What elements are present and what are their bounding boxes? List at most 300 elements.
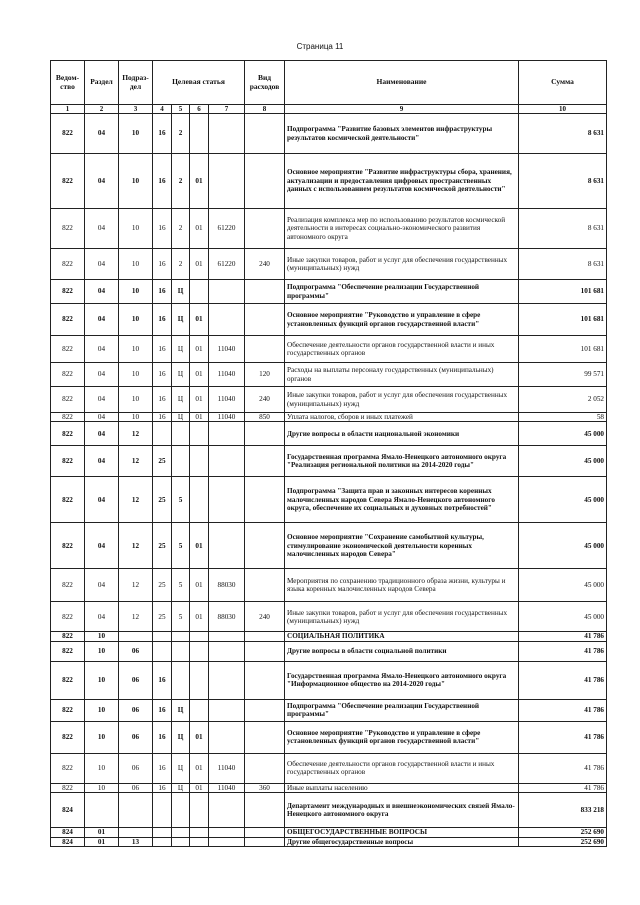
cell-name: Подпрограмма "Обеспечение реализации Государственной программы" [285,699,519,721]
cell-dept: 822 [51,363,85,387]
cell-dept: 822 [51,699,85,721]
cell-subsection: 12 [119,477,153,523]
cell-subsection: 13 [119,837,153,846]
cell-sum: 41 786 [519,632,607,641]
cell-measure [190,828,209,837]
cell-subsection [119,793,153,828]
cell-exp-type [245,632,285,641]
cell-measure: 01 [190,209,209,249]
cell-subprogram: 5 [172,569,190,602]
cell-dept: 822 [51,336,85,363]
cell-program: 16 [153,363,172,387]
cell-sum: 45 000 [519,602,607,632]
cell-measure: 01 [190,721,209,753]
cell-name: Уплата налогов, сборов и иных платежей [285,413,519,422]
cell-program [153,837,172,846]
cell-name: Подпрограмма "Защита прав и законных интересов коренных малочисленных народов Севера Ямало-Ненецкого автономного округа, обеспечение их социальных и духовных потребностей" [285,477,519,523]
cell-program: 16 [153,280,172,304]
cell-sum: 101 681 [519,304,607,336]
cell-section: 10 [85,753,119,783]
col-number: 6 [190,105,209,114]
cell-sum: 2 052 [519,387,607,413]
cell-direction [209,154,245,209]
cell-sum: 833 218 [519,793,607,828]
cell-exp-type [245,721,285,753]
table-row [51,413,607,422]
cell-name: Иные закупки товаров, работ и услуг для обеспечения государственных (муниципальных) нужд [285,249,519,280]
cell-dept: 822 [51,753,85,783]
cell-subsection: 10 [119,209,153,249]
cell-section [85,793,119,828]
header-dept: Ведом-ство [51,61,85,105]
cell-exp-type: 850 [245,413,285,422]
cell-exp-type [245,336,285,363]
cell-direction [209,523,245,569]
table-row [51,387,607,413]
cell-direction [209,661,245,699]
cell-dept: 822 [51,114,85,154]
cell-subprogram: Ц [172,304,190,336]
cell-dept: 822 [51,154,85,209]
cell-subprogram: Ц [172,280,190,304]
cell-dept: 822 [51,602,85,632]
cell-subprogram [172,641,190,661]
cell-section: 04 [85,387,119,413]
cell-subprogram: Ц [172,721,190,753]
table-row [51,569,607,602]
cell-name: Другие общегосударственные вопросы [285,837,519,846]
cell-subprogram [172,793,190,828]
cell-measure: 01 [190,336,209,363]
cell-subprogram: Ц [172,783,190,792]
cell-sum: 252 690 [519,837,607,846]
cell-name: Подпрограмма "Обеспечение реализации Государственной программы" [285,280,519,304]
cell-exp-type [245,477,285,523]
cell-sum: 45 000 [519,422,607,446]
cell-measure: 01 [190,569,209,602]
cell-subsection: 10 [119,387,153,413]
cell-subsection [119,632,153,641]
cell-measure: 01 [190,602,209,632]
cell-direction [209,304,245,336]
col-number: 1 [51,105,85,114]
cell-direction [209,641,245,661]
cell-subsection: 12 [119,422,153,446]
cell-subprogram: Ц [172,753,190,783]
cell-exp-type: 240 [245,249,285,280]
cell-section: 04 [85,569,119,602]
cell-exp-type [245,523,285,569]
cell-exp-type [245,304,285,336]
cell-measure [190,837,209,846]
cell-dept: 822 [51,661,85,699]
cell-subprogram: Ц [172,363,190,387]
cell-name: Иные закупки товаров, работ и услуг для обеспечения государственных (муниципальных) нужд [285,602,519,632]
cell-program: 16 [153,699,172,721]
table-row [51,114,607,154]
cell-subsection: 06 [119,753,153,783]
cell-subprogram [172,837,190,846]
cell-section: 04 [85,280,119,304]
cell-name: СОЦИАЛЬНАЯ ПОЛИТИКА [285,632,519,641]
cell-subsection: 06 [119,699,153,721]
cell-subprogram: Ц [172,413,190,422]
header-sum: Сумма [519,61,607,105]
cell-section: 04 [85,602,119,632]
table-row [51,154,607,209]
cell-name: Обеспечение деятельности органов государственной власти и иных государственных органов [285,336,519,363]
cell-measure: 01 [190,154,209,209]
cell-sum: 45 000 [519,477,607,523]
cell-subsection: 10 [119,304,153,336]
cell-subsection: 06 [119,783,153,792]
cell-sum: 45 000 [519,569,607,602]
cell-subprogram: Ц [172,387,190,413]
cell-program [153,793,172,828]
cell-section: 10 [85,641,119,661]
cell-sum: 41 786 [519,753,607,783]
cell-subsection: 06 [119,641,153,661]
col-number: 5 [172,105,190,114]
cell-exp-type [245,641,285,661]
cell-section: 04 [85,336,119,363]
cell-name: Другие вопросы в области социальной политики [285,641,519,661]
cell-subsection: 10 [119,249,153,280]
cell-measure: 01 [190,249,209,280]
cell-subsection: 12 [119,446,153,477]
table-row [51,446,607,477]
cell-name: Подпрограмма "Развитие базовых элементов инфраструктуры результатов космической деятельности" [285,114,519,154]
cell-direction [209,477,245,523]
cell-name: Департамент международных и внешнеэкономических связей Ямало-Ненецкого автономного округа [285,793,519,828]
cell-subsection: 06 [119,721,153,753]
column-number-row [51,105,607,114]
cell-section: 04 [85,422,119,446]
cell-measure [190,641,209,661]
cell-sum: 41 786 [519,641,607,661]
cell-dept: 822 [51,632,85,641]
cell-name: Реализация комплекса мер по использованию результатов космической деятельности в интересах социально-экономического развития автономного округа [285,209,519,249]
cell-subsection: 12 [119,602,153,632]
cell-exp-type: 120 [245,363,285,387]
table-row [51,523,607,569]
cell-sum: 8 631 [519,154,607,209]
cell-program: 16 [153,304,172,336]
cell-exp-type [245,446,285,477]
cell-exp-type [245,753,285,783]
cell-section: 04 [85,249,119,280]
cell-sum: 41 786 [519,661,607,699]
cell-name: Основное мероприятие "Руководство и управление в сфере установленных функций органов государственной власти" [285,304,519,336]
cell-dept: 822 [51,446,85,477]
cell-section: 04 [85,209,119,249]
cell-dept: 822 [51,304,85,336]
cell-subsection: 10 [119,114,153,154]
cell-direction: 11040 [209,363,245,387]
cell-dept: 824 [51,793,85,828]
cell-direction: 88030 [209,602,245,632]
cell-exp-type: 360 [245,783,285,792]
table-row [51,280,607,304]
cell-dept: 822 [51,422,85,446]
cell-program [153,422,172,446]
cell-sum: 41 786 [519,721,607,753]
cell-direction [209,828,245,837]
table-row [51,753,607,783]
cell-dept: 824 [51,828,85,837]
cell-measure: 01 [190,387,209,413]
cell-measure: 01 [190,783,209,792]
cell-exp-type [245,569,285,602]
cell-subprogram [172,661,190,699]
cell-subsection: 12 [119,523,153,569]
cell-direction: 11040 [209,336,245,363]
cell-name: Государственная программа Ямало-Ненецкого автономного округа "Реализация региональной политики на 2014-2020 годы" [285,446,519,477]
cell-name: Иные выплаты населению [285,783,519,792]
table-row [51,336,607,363]
cell-dept: 822 [51,641,85,661]
table-row [51,837,607,846]
col-number: 9 [285,105,519,114]
cell-program: 25 [153,523,172,569]
cell-section: 04 [85,304,119,336]
cell-program: 25 [153,569,172,602]
cell-program: 16 [153,249,172,280]
cell-section: 01 [85,837,119,846]
header-name: Наименование [285,61,519,105]
cell-dept: 822 [51,477,85,523]
table-row [51,828,607,837]
cell-subprogram: 2 [172,114,190,154]
cell-measure [190,422,209,446]
cell-subprogram [172,828,190,837]
cell-subprogram: 2 [172,249,190,280]
cell-subprogram: Ц [172,336,190,363]
cell-exp-type [245,793,285,828]
cell-subprogram: 5 [172,477,190,523]
cell-dept: 822 [51,721,85,753]
cell-measure [190,477,209,523]
cell-dept: 824 [51,837,85,846]
cell-name: Основное мероприятие "Сохранение самобытной культуры, стимулирование экономической деятельности коренных малочисленных народов Севера" [285,523,519,569]
col-number: 3 [119,105,153,114]
cell-name: Другие вопросы в области национальной экономики [285,422,519,446]
cell-subsection: 10 [119,154,153,209]
cell-direction: 88030 [209,569,245,602]
cell-section: 04 [85,413,119,422]
cell-dept: 822 [51,249,85,280]
cell-program: 25 [153,602,172,632]
cell-name: Мероприятия по сохранению традиционного образа жизни, культуры и языка коренных малочисленных народов Севера [285,569,519,602]
cell-direction: 11040 [209,753,245,783]
cell-direction [209,280,245,304]
cell-sum: 8 631 [519,114,607,154]
cell-exp-type [245,280,285,304]
cell-subprogram [172,632,190,641]
table-row [51,793,607,828]
cell-section: 04 [85,446,119,477]
col-number: 4 [153,105,172,114]
table-row [51,632,607,641]
cell-exp-type: 240 [245,387,285,413]
table-row [51,363,607,387]
table-row [51,422,607,446]
table-row [51,783,607,792]
cell-dept: 822 [51,413,85,422]
header-row [51,61,607,105]
cell-program: 16 [153,209,172,249]
cell-exp-type [245,209,285,249]
cell-section: 10 [85,661,119,699]
cell-subsection: 06 [119,661,153,699]
cell-subprogram: 2 [172,154,190,209]
cell-program: 16 [153,753,172,783]
cell-direction: 11040 [209,413,245,422]
col-number: 7 [209,105,245,114]
cell-program [153,828,172,837]
cell-sum: 41 786 [519,783,607,792]
cell-program: 16 [153,413,172,422]
cell-direction: 11040 [209,783,245,792]
cell-exp-type: 240 [245,602,285,632]
cell-name: Основное мероприятие "Развитие инфраструктуры сбора, хранения, актуализации и предоставления цифровых пространственных данных с использованием результатов космической деятельности" [285,154,519,209]
cell-direction [209,632,245,641]
cell-dept: 822 [51,523,85,569]
cell-dept: 822 [51,280,85,304]
cell-program: 16 [153,783,172,792]
cell-exp-type [245,837,285,846]
table-row [51,209,607,249]
cell-subsection: 10 [119,280,153,304]
table-row [51,249,607,280]
cell-subprogram: 5 [172,523,190,569]
cell-direction [209,721,245,753]
cell-sum: 45 000 [519,446,607,477]
cell-program [153,632,172,641]
cell-subsection: 10 [119,363,153,387]
cell-program: 25 [153,446,172,477]
cell-exp-type [245,154,285,209]
budget-table [50,60,607,847]
cell-section: 04 [85,477,119,523]
cell-section: 04 [85,154,119,209]
cell-dept: 822 [51,783,85,792]
cell-direction: 61220 [209,209,245,249]
cell-dept: 822 [51,209,85,249]
cell-measure [190,793,209,828]
table-row [51,661,607,699]
table-row [51,304,607,336]
cell-name: Основное мероприятие "Руководство и управление в сфере установленных функций органов государственной власти" [285,721,519,753]
header-section: Раздел [85,61,119,105]
cell-program: 16 [153,154,172,209]
cell-section: 04 [85,523,119,569]
cell-direction [209,114,245,154]
table-row [51,602,607,632]
cell-exp-type [245,661,285,699]
cell-direction [209,837,245,846]
cell-program: 16 [153,387,172,413]
cell-dept: 822 [51,569,85,602]
cell-section: 04 [85,363,119,387]
cell-direction: 61220 [209,249,245,280]
cell-subprogram: 5 [172,602,190,632]
cell-measure [190,446,209,477]
cell-measure: 01 [190,413,209,422]
cell-measure: 01 [190,753,209,783]
cell-sum: 101 681 [519,280,607,304]
cell-sum: 45 000 [519,523,607,569]
header-subsection: Подраз-дел [119,61,153,105]
cell-name: Иные закупки товаров, работ и услуг для обеспечения государственных (муниципальных) нужд [285,387,519,413]
col-number: 10 [519,105,607,114]
cell-exp-type [245,114,285,154]
cell-sum: 99 571 [519,363,607,387]
cell-exp-type [245,422,285,446]
cell-program: 16 [153,721,172,753]
cell-program [153,641,172,661]
cell-measure [190,632,209,641]
page-label: Страница 11 [296,42,344,51]
cell-direction: 11040 [209,387,245,413]
cell-exp-type [245,828,285,837]
cell-section: 10 [85,783,119,792]
header-target: Целевая статья [153,61,245,105]
cell-program: 25 [153,477,172,523]
col-number: 8 [245,105,285,114]
table-row [51,641,607,661]
cell-program: 16 [153,336,172,363]
cell-name: Расходы на выплаты персоналу государственных (муниципальных) органов [285,363,519,387]
table-row [51,721,607,753]
cell-measure [190,661,209,699]
cell-subprogram [172,446,190,477]
cell-subprogram: Ц [172,699,190,721]
cell-program: 16 [153,661,172,699]
cell-section: 04 [85,114,119,154]
cell-subprogram: 2 [172,209,190,249]
cell-name: ОБЩЕГОСУДАРСТВЕННЫЕ ВОПРОСЫ [285,828,519,837]
cell-exp-type [245,699,285,721]
cell-sum: 41 786 [519,699,607,721]
cell-sum: 252 690 [519,828,607,837]
cell-direction [209,793,245,828]
cell-sum: 8 631 [519,209,607,249]
cell-program: 16 [153,114,172,154]
cell-subsection [119,828,153,837]
cell-subsection: 10 [119,336,153,363]
cell-measure: 01 [190,363,209,387]
cell-direction [209,446,245,477]
cell-name: Государственная программа Ямало-Ненецкого автономного округа "Информационное общество на 2014-2020 годы" [285,661,519,699]
cell-sum: 8 631 [519,249,607,280]
cell-sum: 58 [519,413,607,422]
cell-subprogram [172,422,190,446]
cell-measure: 01 [190,523,209,569]
col-number: 2 [85,105,119,114]
cell-section: 10 [85,699,119,721]
cell-section: 10 [85,632,119,641]
cell-name: Обеспечение деятельности органов государственной власти и иных государственных органов [285,753,519,783]
cell-measure [190,114,209,154]
cell-subsection: 12 [119,569,153,602]
cell-sum: 101 681 [519,336,607,363]
cell-direction [209,422,245,446]
cell-section: 01 [85,828,119,837]
cell-direction [209,699,245,721]
cell-subsection: 10 [119,413,153,422]
cell-measure: 01 [190,304,209,336]
